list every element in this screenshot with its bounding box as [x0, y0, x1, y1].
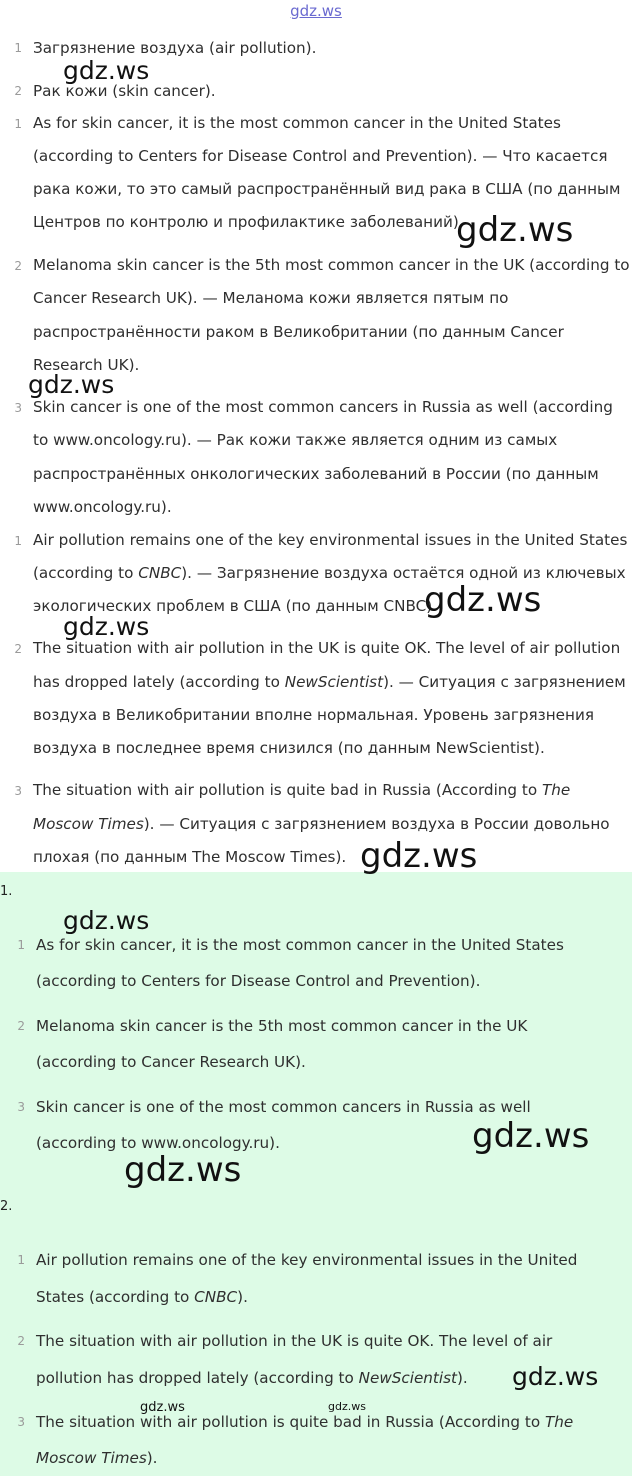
watermark: gdz.ws [360, 836, 478, 876]
watermark: gdz.ws [456, 210, 574, 250]
item-text: Melanoma skin cancer is the 5th most common cancer in the UK [36, 1017, 528, 1035]
item-number: 2 [14, 84, 22, 98]
item-text: The situation with air pollution is quite bad in Russia (According to The [36, 1413, 574, 1431]
item-text: Рак кожи (skin cancer). [33, 82, 216, 100]
item-text: (according to Cancer Research UK). [36, 1053, 306, 1071]
item-text: Research UK). [33, 356, 140, 374]
item-text: (according to Centers for Disease Control and Prevention). [36, 972, 481, 990]
watermark: gdz.ws [28, 370, 115, 399]
item-number: 2 [14, 642, 22, 656]
item-number: 3 [17, 1100, 25, 1114]
item-text: Skin cancer is one of the most common cancers in Russia as well [36, 1098, 531, 1116]
item-text: States (according to CNBC). [36, 1288, 248, 1306]
item-number: 3 [14, 401, 22, 415]
item-text: Moscow Times). [36, 1449, 158, 1467]
item-text: The situation with air pollution in the UK is quite OK. The level of air pollution [33, 639, 621, 657]
item-number: 1 [17, 1253, 25, 1267]
item-text: Moscow Times). — Ситуация с загрязнением воздуха в России довольно [33, 815, 610, 833]
watermark: gdz.ws [424, 580, 542, 620]
item-text: Air pollution remains one of the key environmental issues in the United States [33, 531, 628, 549]
watermark: gdz.ws [472, 1116, 590, 1156]
item-text: As for skin cancer, it is the most common cancer in the United States [36, 936, 564, 954]
watermark: gdz.ws [328, 1400, 366, 1413]
item-text: Melanoma skin cancer is the 5th most common cancer in the UK (according to [33, 256, 630, 274]
item-text: (according to www.oncology.ru). [36, 1134, 280, 1152]
item-number: 1 [17, 938, 25, 952]
item-text: The situation with air pollution is quite bad in Russia (According to The [33, 781, 571, 799]
item-number: 1 [14, 117, 22, 131]
item-text: pollution has dropped lately (according to NewScientist). [36, 1369, 468, 1387]
watermark: gdz.ws [63, 906, 150, 935]
section-number: 1. [0, 884, 13, 899]
section-number: 2. [0, 1199, 13, 1214]
item-number: 2 [14, 259, 22, 273]
watermark: gdz.ws [140, 1400, 185, 1415]
item-text: плохая (по данным The Moscow Times). [33, 848, 347, 866]
watermark: gdz.ws [124, 1150, 242, 1190]
item-text: Cancer Research UK). — Меланома кожи является пятым по [33, 289, 509, 307]
header-watermark-link[interactable]: gdz.ws [290, 2, 342, 20]
item-text: Air pollution remains one of the key environmental issues in the United [36, 1251, 578, 1269]
item-text: Skin cancer is one of the most common cancers in Russia as well (according [33, 398, 613, 416]
item-text: экологических проблем в США (по данным CNBC). [33, 597, 437, 615]
item-text: воздуха в Великобритании вполне нормальная. Уровень загрязнения [33, 706, 594, 724]
item-text: распространённых онкологических заболеваний в России (по данным [33, 465, 599, 483]
item-text: воздуха в последнее время снизился (по данным NewScientist). [33, 739, 545, 757]
item-text: Центров по контролю и профилактике заболеваний). [33, 213, 464, 231]
watermark: gdz.ws [512, 1362, 599, 1391]
item-text: (according to CNBC). — Загрязнение воздуха остаётся одной из ключевых [33, 564, 626, 582]
item-text: (according to Centers for Disease Control and Prevention). — Что касается [33, 147, 608, 165]
item-text: рака кожи, то это самый распространённый вид рака в США (по данным [33, 180, 621, 198]
item-number: 2 [17, 1019, 25, 1033]
item-text: to www.oncology.ru). — Рак кожи также является одним из самых [33, 431, 558, 449]
item-text: has dropped lately (according to NewScientist). — Ситуация с загрязнением [33, 673, 626, 691]
watermark: gdz.ws [63, 56, 150, 85]
item-text: распространённости раком в Великобритании (по данным Cancer [33, 323, 564, 341]
item-text: The situation with air pollution in the UK is quite OK. The level of air [36, 1332, 553, 1350]
watermark: gdz.ws [63, 612, 150, 641]
item-number: 3 [14, 784, 22, 798]
item-number: 1 [14, 534, 22, 548]
item-text: Загрязнение воздуха (air pollution). [33, 39, 317, 57]
item-text: As for skin cancer, it is the most common cancer in the United States [33, 114, 561, 132]
item-number: 2 [17, 1334, 25, 1348]
item-number: 1 [14, 41, 22, 55]
item-number: 3 [17, 1415, 25, 1429]
item-text: www.oncology.ru). [33, 498, 172, 516]
